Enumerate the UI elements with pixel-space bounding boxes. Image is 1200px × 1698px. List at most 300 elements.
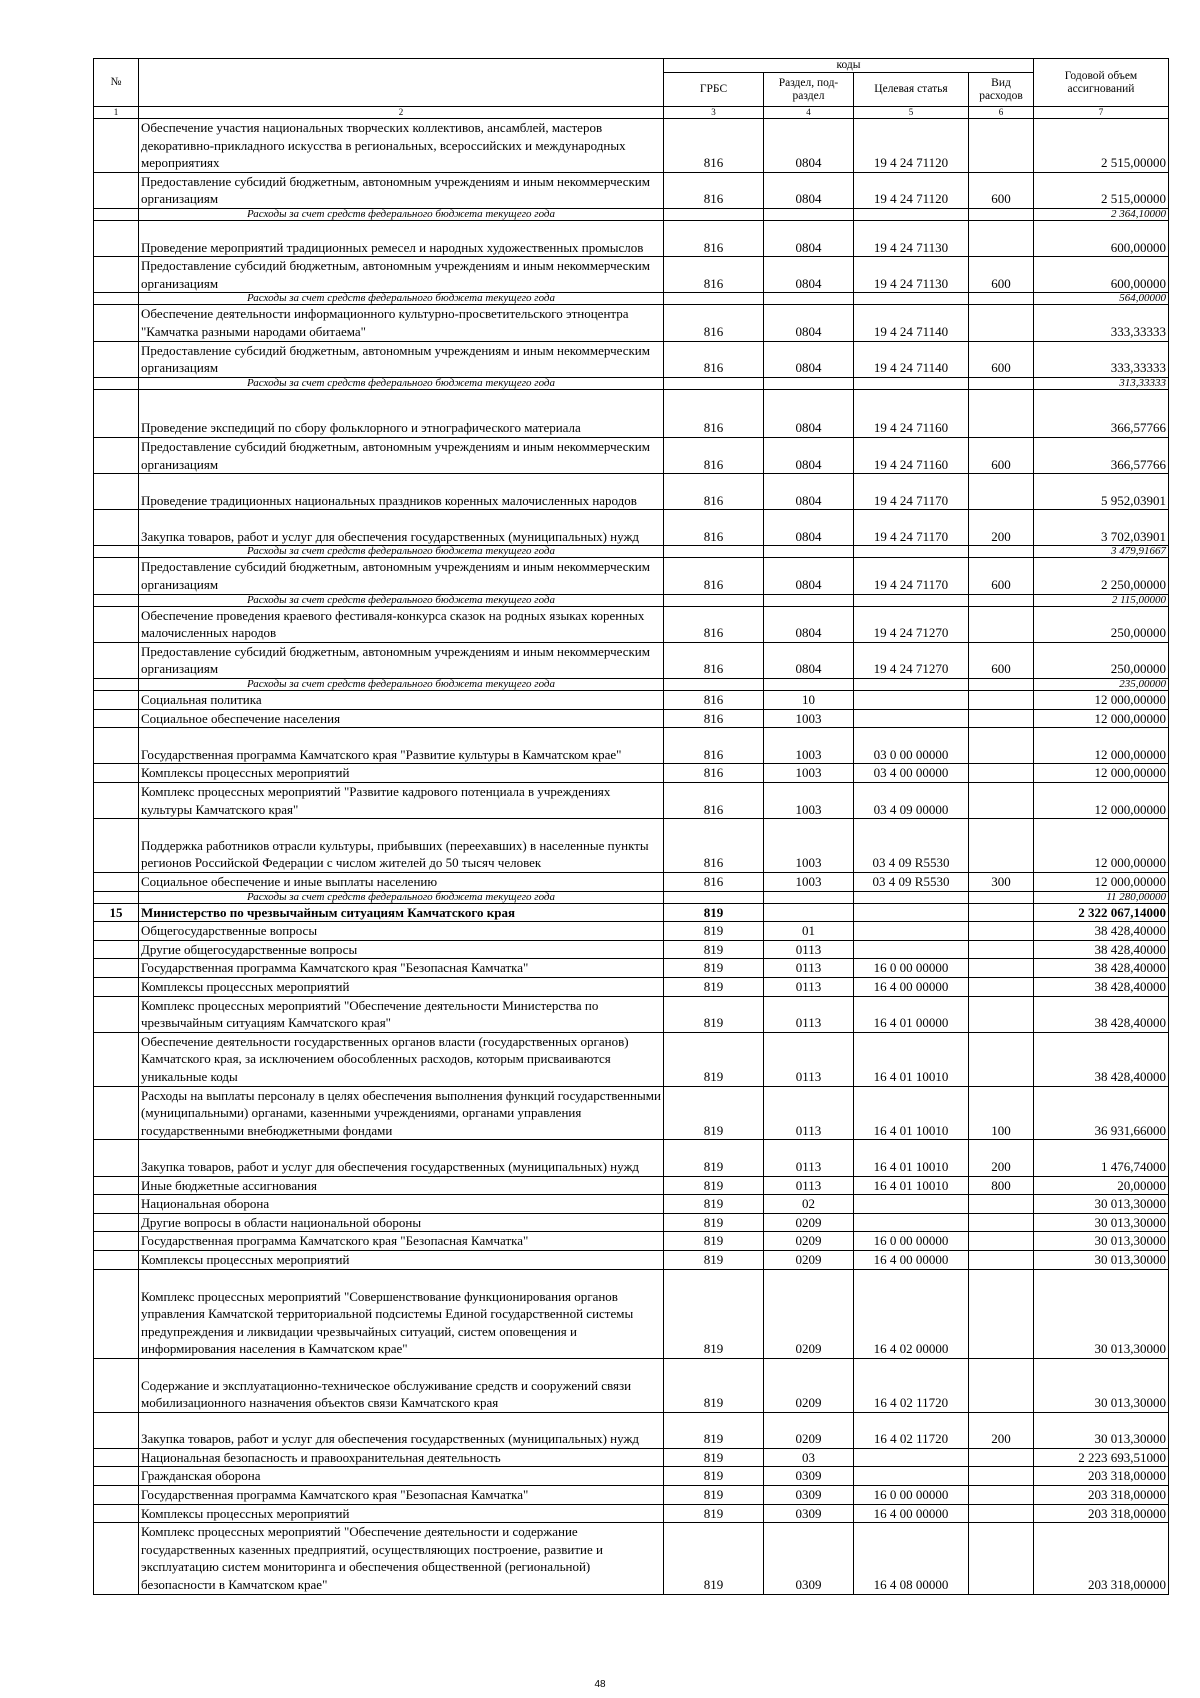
row-grbs: 816 — [664, 305, 764, 341]
table-row — [94, 1486, 1169, 1505]
row-number — [94, 594, 139, 606]
row-name: Обеспечение деятельности государственных органов власти (государственных органов) Камчатского края, за исключением обособленных расходов, которым присваиваются уникальные коды — [139, 1032, 664, 1086]
row-target — [854, 208, 969, 220]
row-name: Предоставление субсидий бюджетным, автономным учреждениям и иным некоммерческим организациям — [139, 172, 664, 208]
row-section: 01 — [764, 922, 854, 941]
row-number — [94, 257, 139, 293]
row-kind — [969, 1448, 1034, 1467]
row-amount: 250,00000 — [1034, 606, 1169, 642]
row-kind — [969, 389, 1034, 437]
table-row — [94, 474, 1169, 510]
row-amount: 564,00000 — [1034, 293, 1169, 305]
row-section: 0309 — [764, 1467, 854, 1486]
row-grbs: 816 — [664, 119, 764, 173]
row-grbs: 816 — [664, 873, 764, 892]
row-grbs: 819 — [664, 922, 764, 941]
row-grbs: 819 — [664, 1195, 764, 1214]
row-amount: 203 318,00000 — [1034, 1523, 1169, 1594]
row-target — [854, 922, 969, 941]
table-row — [94, 1448, 1169, 1467]
row-kind — [969, 119, 1034, 173]
row-amount: 38 428,40000 — [1034, 1032, 1169, 1086]
row-kind: 200 — [969, 1140, 1034, 1176]
table-row — [94, 903, 1169, 922]
row-number — [94, 1195, 139, 1214]
row-amount: 30 013,30000 — [1034, 1232, 1169, 1251]
row-name: Закупка товаров, работ и услуг для обеспечения государственных (муниципальных) нужд — [139, 1140, 664, 1176]
row-target: 19 4 24 71140 — [854, 305, 969, 341]
row-number — [94, 1412, 139, 1448]
row-amount: 203 318,00000 — [1034, 1467, 1169, 1486]
row-number — [94, 783, 139, 819]
row-name: Поддержка работников отрасли культуры, прибывших (переехавших) в населенные пункты регионов Российской Федерации с числом жителей до 50 тысяч человек — [139, 819, 664, 873]
table-row — [94, 1176, 1169, 1195]
row-grbs: 819 — [664, 1448, 764, 1467]
row-amount: 2 322 067,14000 — [1034, 903, 1169, 922]
row-amount: 38 428,40000 — [1034, 959, 1169, 978]
row-kind — [969, 764, 1034, 783]
row-number — [94, 1250, 139, 1269]
row-grbs — [664, 679, 764, 691]
row-section: 0113 — [764, 996, 854, 1032]
table-row — [94, 873, 1169, 892]
row-name: Обеспечение проведения краевого фестиваля-конкурса сказок на родных языках коренных малочисленных народов — [139, 606, 664, 642]
federal-note-row — [94, 891, 1169, 903]
table-row — [94, 220, 1169, 256]
table-row — [94, 977, 1169, 996]
row-amount: 30 013,30000 — [1034, 1358, 1169, 1412]
row-grbs: 819 — [664, 903, 764, 922]
row-number — [94, 642, 139, 678]
row-target — [854, 691, 969, 710]
row-number — [94, 819, 139, 873]
row-section: 0113 — [764, 959, 854, 978]
row-target: 16 4 01 10010 — [854, 1140, 969, 1176]
table-row — [94, 1232, 1169, 1251]
row-name: Расходы за счет средств федерального бюджета текущего года — [139, 546, 664, 558]
row-name: Государственная программа Камчатского края "Безопасная Камчатка" — [139, 1486, 664, 1505]
row-kind: 100 — [969, 1086, 1034, 1140]
row-amount: 2 223 693,51000 — [1034, 1448, 1169, 1467]
row-number — [94, 891, 139, 903]
row-target: 16 4 02 00000 — [854, 1269, 969, 1358]
row-name: Государственная программа Камчатского края "Безопасная Камчатка" — [139, 1232, 664, 1251]
row-section: 0113 — [764, 977, 854, 996]
row-grbs: 819 — [664, 1467, 764, 1486]
row-amount: 38 428,40000 — [1034, 940, 1169, 959]
row-kind — [969, 1467, 1034, 1486]
federal-note-row — [94, 679, 1169, 691]
row-target: 03 0 00 00000 — [854, 728, 969, 764]
row-grbs: 816 — [664, 341, 764, 377]
row-section: 0804 — [764, 257, 854, 293]
table-row — [94, 642, 1169, 678]
row-grbs: 816 — [664, 783, 764, 819]
row-target: 16 4 02 11720 — [854, 1358, 969, 1412]
row-target: 16 4 01 00000 — [854, 996, 969, 1032]
table-row — [94, 1412, 1169, 1448]
table-row — [94, 922, 1169, 941]
row-kind — [969, 922, 1034, 941]
table-row — [94, 606, 1169, 642]
row-target — [854, 546, 969, 558]
row-number — [94, 293, 139, 305]
column-number: 3 — [664, 107, 764, 119]
row-target: 19 4 24 71130 — [854, 220, 969, 256]
row-grbs — [664, 208, 764, 220]
row-number — [94, 437, 139, 473]
row-section — [764, 208, 854, 220]
federal-note-row — [94, 208, 1169, 220]
row-grbs: 816 — [664, 558, 764, 594]
row-name: Комплекс процессных мероприятий "Совершенствование функционирования органов управления Камчатской территориальной подсистемы Единой государственной системы предупреждения и ликвидации чрезвычайных ситуаций, систем оповещения и информирования населения в Камчатском крае" — [139, 1269, 664, 1358]
row-amount: 12 000,00000 — [1034, 691, 1169, 710]
row-kind: 200 — [969, 1412, 1034, 1448]
row-target: 03 4 09 R5530 — [854, 873, 969, 892]
row-kind — [969, 1232, 1034, 1251]
row-amount: 366,57766 — [1034, 389, 1169, 437]
row-kind: 300 — [969, 873, 1034, 892]
table-row — [94, 389, 1169, 437]
row-kind: 600 — [969, 341, 1034, 377]
table-row — [94, 257, 1169, 293]
row-amount: 12 000,00000 — [1034, 709, 1169, 728]
row-amount: 12 000,00000 — [1034, 764, 1169, 783]
row-grbs — [664, 377, 764, 389]
header-grbs: ГРБС — [664, 73, 764, 107]
column-numbers-row — [94, 107, 1169, 119]
row-kind — [969, 220, 1034, 256]
row-name: Обеспечение участия национальных творческих коллективов, ансамблей, мастеров декоративно-прикладного искусства в региональных, всероссийских и международных мероприятиях — [139, 119, 664, 173]
column-number: 2 — [139, 107, 664, 119]
row-number — [94, 558, 139, 594]
row-section: 0209 — [764, 1250, 854, 1269]
row-kind — [969, 208, 1034, 220]
row-number — [94, 1523, 139, 1594]
row-section: 1003 — [764, 709, 854, 728]
row-name: Обеспечение деятельности информационного культурно-просветительского этноцентра "Камчатка разными народами обитаема" — [139, 305, 664, 341]
row-kind: 600 — [969, 642, 1034, 678]
table-row — [94, 172, 1169, 208]
row-number — [94, 996, 139, 1032]
row-name: Комплексы процессных мероприятий — [139, 764, 664, 783]
row-kind — [969, 891, 1034, 903]
row-target — [854, 903, 969, 922]
row-number — [94, 873, 139, 892]
row-section — [764, 594, 854, 606]
row-amount: 2 250,00000 — [1034, 558, 1169, 594]
row-amount: 12 000,00000 — [1034, 728, 1169, 764]
row-kind — [969, 1250, 1034, 1269]
row-amount: 3 479,91667 — [1034, 546, 1169, 558]
row-kind — [969, 1523, 1034, 1594]
table-row — [94, 783, 1169, 819]
row-target — [854, 1448, 969, 1467]
row-target: 16 0 00 00000 — [854, 1486, 969, 1505]
row-section: 0209 — [764, 1213, 854, 1232]
row-target — [854, 709, 969, 728]
row-name: Предоставление субсидий бюджетным, автономным учреждениям и иным некоммерческим организациям — [139, 341, 664, 377]
header-target: Целевая статья — [854, 73, 969, 107]
row-section: 0804 — [764, 172, 854, 208]
row-section: 0804 — [764, 642, 854, 678]
row-grbs: 816 — [664, 709, 764, 728]
row-grbs: 819 — [664, 1504, 764, 1523]
row-name: Проведение традиционных национальных праздников коренных малочисленных народов — [139, 474, 664, 510]
table-row — [94, 1032, 1169, 1086]
row-section: 02 — [764, 1195, 854, 1214]
row-amount: 313,33333 — [1034, 377, 1169, 389]
row-grbs: 819 — [664, 1232, 764, 1251]
row-number — [94, 1176, 139, 1195]
row-number — [94, 691, 139, 710]
row-number — [94, 764, 139, 783]
federal-note-row — [94, 594, 1169, 606]
row-kind — [969, 606, 1034, 642]
row-amount: 11 280,00000 — [1034, 891, 1169, 903]
header-codes: коды — [664, 59, 1034, 73]
table-row — [94, 1195, 1169, 1214]
row-kind: 600 — [969, 172, 1034, 208]
row-target: 03 4 09 00000 — [854, 783, 969, 819]
row-name: Иные бюджетные ассигнования — [139, 1176, 664, 1195]
row-grbs: 816 — [664, 437, 764, 473]
row-number — [94, 728, 139, 764]
row-target: 19 4 24 71140 — [854, 341, 969, 377]
row-number — [94, 389, 139, 437]
row-section: 1003 — [764, 764, 854, 783]
row-target: 19 4 24 71170 — [854, 510, 969, 546]
row-amount: 203 318,00000 — [1034, 1486, 1169, 1505]
row-number — [94, 208, 139, 220]
row-kind: 800 — [969, 1176, 1034, 1195]
row-name: Государственная программа Камчатского края "Безопасная Камчатка" — [139, 959, 664, 978]
row-amount: 333,33333 — [1034, 341, 1169, 377]
row-amount: 203 318,00000 — [1034, 1504, 1169, 1523]
table-row — [94, 1504, 1169, 1523]
table-row — [94, 1269, 1169, 1358]
row-section: 0209 — [764, 1269, 854, 1358]
row-kind — [969, 783, 1034, 819]
row-name: Предоставление субсидий бюджетным, автономным учреждениям и иным некоммерческим организациям — [139, 257, 664, 293]
row-grbs — [664, 891, 764, 903]
row-target: 03 4 00 00000 — [854, 764, 969, 783]
row-amount: 38 428,40000 — [1034, 922, 1169, 941]
row-amount: 12 000,00000 — [1034, 873, 1169, 892]
row-target: 16 4 01 10010 — [854, 1176, 969, 1195]
row-grbs: 819 — [664, 1358, 764, 1412]
row-section: 0113 — [764, 1140, 854, 1176]
row-name: Расходы за счет средств федерального бюджета текущего года — [139, 208, 664, 220]
row-kind — [969, 819, 1034, 873]
row-amount: 2 364,10000 — [1034, 208, 1169, 220]
row-amount: 12 000,00000 — [1034, 819, 1169, 873]
page-number: 48 — [594, 1679, 606, 1690]
row-section: 0113 — [764, 1032, 854, 1086]
row-grbs: 819 — [664, 1523, 764, 1594]
header-annual-volume: Годовой объем ассигнований — [1034, 59, 1169, 107]
row-kind — [969, 474, 1034, 510]
row-kind — [969, 594, 1034, 606]
row-target: 16 4 00 00000 — [854, 977, 969, 996]
row-kind — [969, 959, 1034, 978]
row-number — [94, 940, 139, 959]
row-name: Гражданская оборона — [139, 1467, 664, 1486]
row-section: 0113 — [764, 940, 854, 959]
row-section: 1003 — [764, 783, 854, 819]
row-amount: 2 515,00000 — [1034, 119, 1169, 173]
row-target: 19 4 24 71270 — [854, 642, 969, 678]
row-target: 19 4 24 71170 — [854, 558, 969, 594]
row-name: Предоставление субсидий бюджетным, автономным учреждениям и иным некоммерческим организациям — [139, 558, 664, 594]
row-section: 0209 — [764, 1358, 854, 1412]
row-kind — [969, 691, 1034, 710]
row-target: 19 4 24 71120 — [854, 119, 969, 173]
table-row — [94, 341, 1169, 377]
row-target: 16 4 01 10010 — [854, 1086, 969, 1140]
row-grbs: 819 — [664, 1176, 764, 1195]
row-target — [854, 377, 969, 389]
row-grbs: 816 — [664, 172, 764, 208]
row-grbs: 819 — [664, 1032, 764, 1086]
row-number — [94, 1086, 139, 1140]
row-grbs: 819 — [664, 1412, 764, 1448]
row-amount: 366,57766 — [1034, 437, 1169, 473]
row-target: 19 4 24 71120 — [854, 172, 969, 208]
row-amount: 235,00000 — [1034, 679, 1169, 691]
row-section: 03 — [764, 1448, 854, 1467]
row-section: 0113 — [764, 1086, 854, 1140]
row-section: 0804 — [764, 437, 854, 473]
federal-note-row — [94, 377, 1169, 389]
table-row — [94, 1358, 1169, 1412]
row-kind — [969, 1032, 1034, 1086]
row-grbs: 816 — [664, 728, 764, 764]
row-target — [854, 679, 969, 691]
federal-note-row — [94, 546, 1169, 558]
row-grbs — [664, 293, 764, 305]
row-amount: 36 931,66000 — [1034, 1086, 1169, 1140]
row-kind — [969, 293, 1034, 305]
row-grbs: 816 — [664, 510, 764, 546]
row-section: 0209 — [764, 1412, 854, 1448]
row-number: 15 — [94, 903, 139, 922]
table-row — [94, 119, 1169, 173]
row-kind — [969, 1504, 1034, 1523]
row-amount: 2 115,00000 — [1034, 594, 1169, 606]
table-row — [94, 1523, 1169, 1594]
federal-note-row — [94, 293, 1169, 305]
row-number — [94, 959, 139, 978]
row-number — [94, 1032, 139, 1086]
row-amount: 12 000,00000 — [1034, 783, 1169, 819]
row-grbs: 819 — [664, 1250, 764, 1269]
row-target: 19 4 24 71160 — [854, 389, 969, 437]
row-section: 0804 — [764, 510, 854, 546]
row-target: 03 4 09 R5530 — [854, 819, 969, 873]
row-target: 16 4 08 00000 — [854, 1523, 969, 1594]
row-grbs: 819 — [664, 996, 764, 1032]
row-grbs: 816 — [664, 474, 764, 510]
row-target: 16 0 00 00000 — [854, 1232, 969, 1251]
row-number — [94, 679, 139, 691]
row-section: 0804 — [764, 220, 854, 256]
row-kind — [969, 679, 1034, 691]
row-section: 0804 — [764, 341, 854, 377]
row-section: 0209 — [764, 1232, 854, 1251]
row-name: Предоставление субсидий бюджетным, автономным учреждениям и иным некоммерческим организациям — [139, 642, 664, 678]
table-row — [94, 709, 1169, 728]
row-kind: 600 — [969, 437, 1034, 473]
row-name: Предоставление субсидий бюджетным, автономным учреждениям и иным некоммерческим организациям — [139, 437, 664, 473]
row-kind — [969, 977, 1034, 996]
row-number — [94, 220, 139, 256]
table-row — [94, 1250, 1169, 1269]
row-kind: 200 — [969, 510, 1034, 546]
column-number: 1 — [94, 107, 139, 119]
row-target: 19 4 24 71170 — [854, 474, 969, 510]
row-section: 1003 — [764, 873, 854, 892]
row-kind — [969, 1269, 1034, 1358]
column-number: 4 — [764, 107, 854, 119]
budget-table — [93, 58, 1169, 1595]
row-kind — [969, 1195, 1034, 1214]
row-grbs: 816 — [664, 257, 764, 293]
row-section: 0804 — [764, 606, 854, 642]
row-name: Общегосударственные вопросы — [139, 922, 664, 941]
row-grbs: 816 — [664, 691, 764, 710]
table-row — [94, 510, 1169, 546]
row-section: 1003 — [764, 728, 854, 764]
header-section: Раздел, под-раздел — [764, 73, 854, 107]
row-grbs: 816 — [664, 606, 764, 642]
row-amount: 20,00000 — [1034, 1176, 1169, 1195]
row-amount: 1 476,74000 — [1034, 1140, 1169, 1176]
row-grbs: 819 — [664, 1213, 764, 1232]
row-section: 0804 — [764, 119, 854, 173]
row-number — [94, 377, 139, 389]
row-amount: 30 013,30000 — [1034, 1269, 1169, 1358]
column-number: 7 — [1034, 107, 1169, 119]
row-number — [94, 305, 139, 341]
row-number — [94, 1504, 139, 1523]
row-name: Расходы за счет средств федерального бюджета текущего года — [139, 891, 664, 903]
row-section: 0309 — [764, 1486, 854, 1505]
row-grbs: 816 — [664, 819, 764, 873]
row-target — [854, 1213, 969, 1232]
table-row — [94, 764, 1169, 783]
table-row — [94, 558, 1169, 594]
row-number — [94, 510, 139, 546]
column-number: 5 — [854, 107, 969, 119]
row-name: Государственная программа Камчатского края "Развитие культуры в Камчатском крае" — [139, 728, 664, 764]
row-name: Социальная политика — [139, 691, 664, 710]
row-amount: 600,00000 — [1034, 257, 1169, 293]
row-section — [764, 293, 854, 305]
column-number: 6 — [969, 107, 1034, 119]
table-row — [94, 940, 1169, 959]
row-target — [854, 1195, 969, 1214]
row-section — [764, 903, 854, 922]
row-amount: 333,33333 — [1034, 305, 1169, 341]
table-body — [94, 119, 1169, 1595]
row-section: 1003 — [764, 819, 854, 873]
table-row — [94, 1467, 1169, 1486]
row-number — [94, 922, 139, 941]
row-grbs: 819 — [664, 940, 764, 959]
row-target: 16 4 00 00000 — [854, 1504, 969, 1523]
row-target — [854, 1467, 969, 1486]
